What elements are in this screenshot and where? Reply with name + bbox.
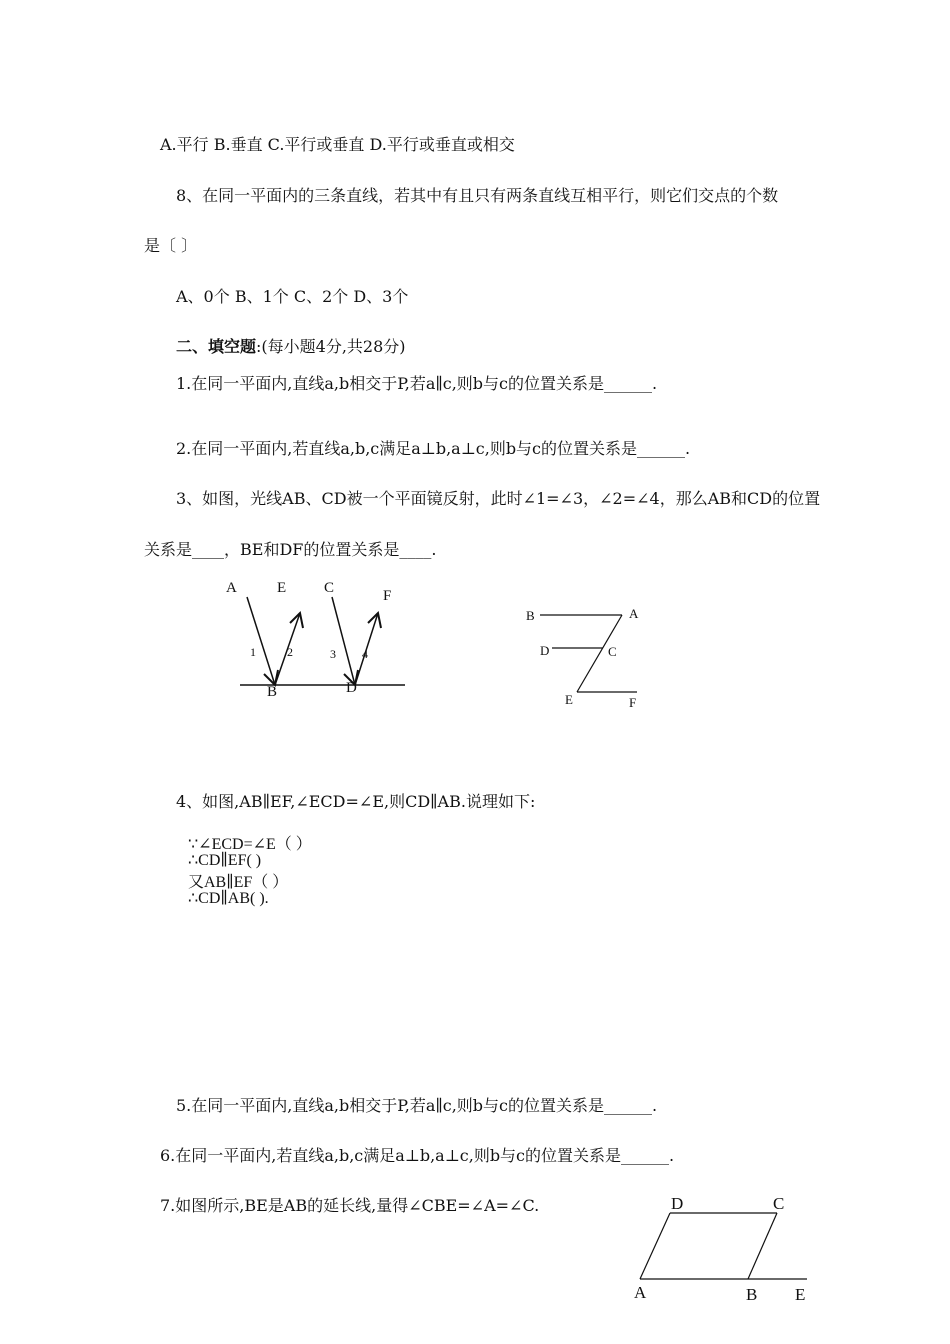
- section2-note: :(每小题4分,共28分): [256, 337, 406, 356]
- fill-question-1: 1.在同一平面内,直线a,b相交于P,若a∥c,则b与c的位置关系是______.: [176, 374, 658, 393]
- fig1-angle-4: 4: [362, 647, 368, 661]
- fig3-label-a: A: [634, 1283, 647, 1302]
- fig3-label-e: E: [795, 1285, 806, 1304]
- fig2-label-c: C: [608, 644, 617, 659]
- fig2-label-d: D: [540, 643, 550, 658]
- fill-question-5: 5.在同一平面内,直线a,b相交于P,若a∥c,则b与c的位置关系是______.: [176, 1096, 658, 1115]
- mirror-reflection-figure: [220, 570, 420, 705]
- fig1-label-f: F: [383, 588, 392, 604]
- proof-step-1: ∵∠ECD=∠E（ ）: [188, 836, 312, 853]
- fig2-label-f: F: [629, 695, 637, 710]
- fig1-angle-3: 3: [330, 647, 336, 661]
- proof-step-4: ∴CD∥AB( ).: [188, 890, 269, 907]
- fill-question-6: 6.在同一平面内,若直线a,b,c满足a⊥b,a⊥c,则b与c的位置关系是______.: [160, 1146, 675, 1165]
- fig1-label-d: D: [346, 680, 357, 696]
- fig2-label-e: E: [565, 692, 573, 707]
- fill-question-4: 4、如图,AB∥EF,∠ECD=∠E,则CD∥AB.说理如下:: [176, 792, 536, 811]
- q8-question-line2: 是〔 〕: [144, 236, 198, 255]
- fill-question-2: 2.在同一平面内,若直线a,b,c满足a⊥b,a⊥c,则b与c的位置关系是______.: [176, 439, 691, 458]
- fill-question-7: 7.如图所示,BE是AB的延长线,量得∠CBE=∠A=∠C.: [160, 1196, 540, 1215]
- q8-options: A、0个 B、1个 C、2个 D、3个: [176, 287, 409, 306]
- proof-step-3: 又AB∥EF（ ）: [188, 874, 289, 891]
- proof-step-2: ∴CD∥EF( ): [188, 852, 262, 869]
- fill-question-3-line1: 3、如图，光线AB、CD被一个平面镜反射，此时∠1=∠3，∠2=∠4，那么AB和CD的位置: [176, 489, 821, 508]
- fill-question-3-line2: 关系是____，BE和DF的位置关系是____.: [144, 540, 437, 559]
- q8-question-line1: 8、在同一平面内的三条直线，若其中有且只有两条直线互相平行，则它们交点的个数: [176, 186, 779, 205]
- fig2-label-a: A: [629, 606, 639, 621]
- fig1-angle-1: 1: [250, 645, 256, 659]
- fig1-angle-2: 2: [287, 645, 293, 659]
- fig1-label-b: B: [267, 684, 278, 700]
- fig3-label-c: C: [773, 1194, 785, 1213]
- parallelogram-figure: [630, 1190, 815, 1310]
- fig1-label-c: C: [324, 580, 335, 596]
- z-shape-figure: [520, 600, 650, 710]
- fig3-label-d: D: [671, 1194, 684, 1213]
- fig1-label-e: E: [277, 580, 287, 596]
- fig1-label-a: A: [226, 580, 237, 596]
- section2-heading: [176, 334, 406, 357]
- fig3-label-b: B: [746, 1285, 758, 1304]
- section2-title: 二、填空题: [176, 337, 257, 356]
- q7-options: A.平行 B.垂直 C.平行或垂直 D.平行或垂直或相交: [160, 135, 515, 154]
- fig2-label-b: B: [526, 608, 535, 623]
